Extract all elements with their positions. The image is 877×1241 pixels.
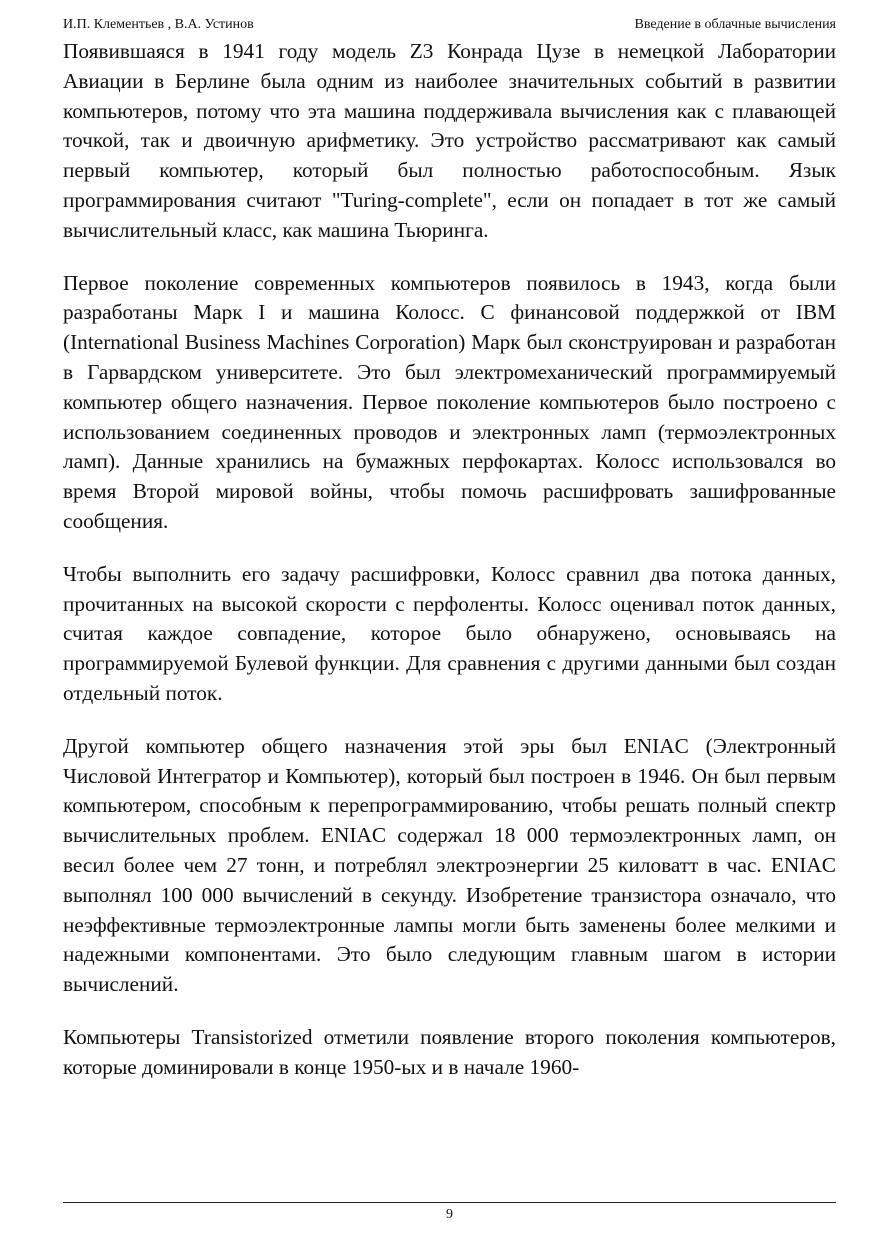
running-header	[63, 15, 836, 35]
body-text	[63, 37, 836, 1083]
header-book-title: Введение в облачные вычисления	[634, 17, 836, 32]
paragraph: Чтобы выполнить его задачу расшифровки, Колосс сравнил два потока данных, прочитанных на высокой скорости с перфоленты. Колосс оценивал поток данных, считая каждое совпадение, которое было обнаружено, основываясь на программируемой Булевой функции. Для сравнения с другими данными был создан отдельный поток.	[63, 561, 836, 705]
paragraph: Первое поколение современных компьютеров появилось в 1943, когда были разработаны Марк I и машина Колосс. С финансовой поддержкой от IBM (International Business Machines Corporation) Марк был сконструирован и разработан в Гарвардском университете. Это был электромеханический программируемый компьютер общего назначения. Первое поколение компьютеров было построено с использованием соединенных проводов и электронных ламп (термоэлектронных ламп). Данные хранились на бумажных перфокартах. Колосс использовался во время Второй мировой войны, чтобы помочь расшифровать зашифрованные сообщения.	[63, 270, 836, 533]
paragraph: Компьютеры Transistorized отметили появление второго поколения компьютеров, которые доминировали в конце 1950-ых и в начале 1960-	[63, 1024, 836, 1079]
paragraph: Появившаяся в 1941 году модель Z3 Конрада Цузе в немецкой Лаборатории Авиации в Берлине была одним из наиболее значительных событий в развитии компьютеров, потому что эта машина поддерживала вычисления как с плавающей точкой, так и двоичную арифметику. Это устройство рассматривают как самый первый компьютер, который был полностью работоспособным. Язык программирования считают "Turing-complete", если он попадает в тот же самый вычислительный класс, как машина Тьюринга.	[63, 39, 836, 242]
header-authors: И.П. Клементьев , В.А. Устинов	[63, 17, 254, 32]
paragraph: Другой компьютер общего назначения этой эры был ENIAC (Электронный Числовой Интегратор и Компьютер), который был построен в 1946. Он был первым компьютером, способным к перепрограммированию, чтобы решать полный спектр вычислительных проблем. ENIAC содержал 18 000 термоэлектронных ламп, он весил более чем 27 тонн, и потреблял электроэнергии 25 киловатт в час. ENIAC выполнял 100 000 вычислений в секунду. Изобретение транзистора означало, что неэффективные термоэлектронные лампы могли быть заменены более мелкими и надежными компонентами. Это было следующим главным шагом в истории вычислений.	[63, 733, 836, 997]
footer-divider	[63, 1202, 836, 1203]
page-number: 9	[446, 1207, 453, 1222]
